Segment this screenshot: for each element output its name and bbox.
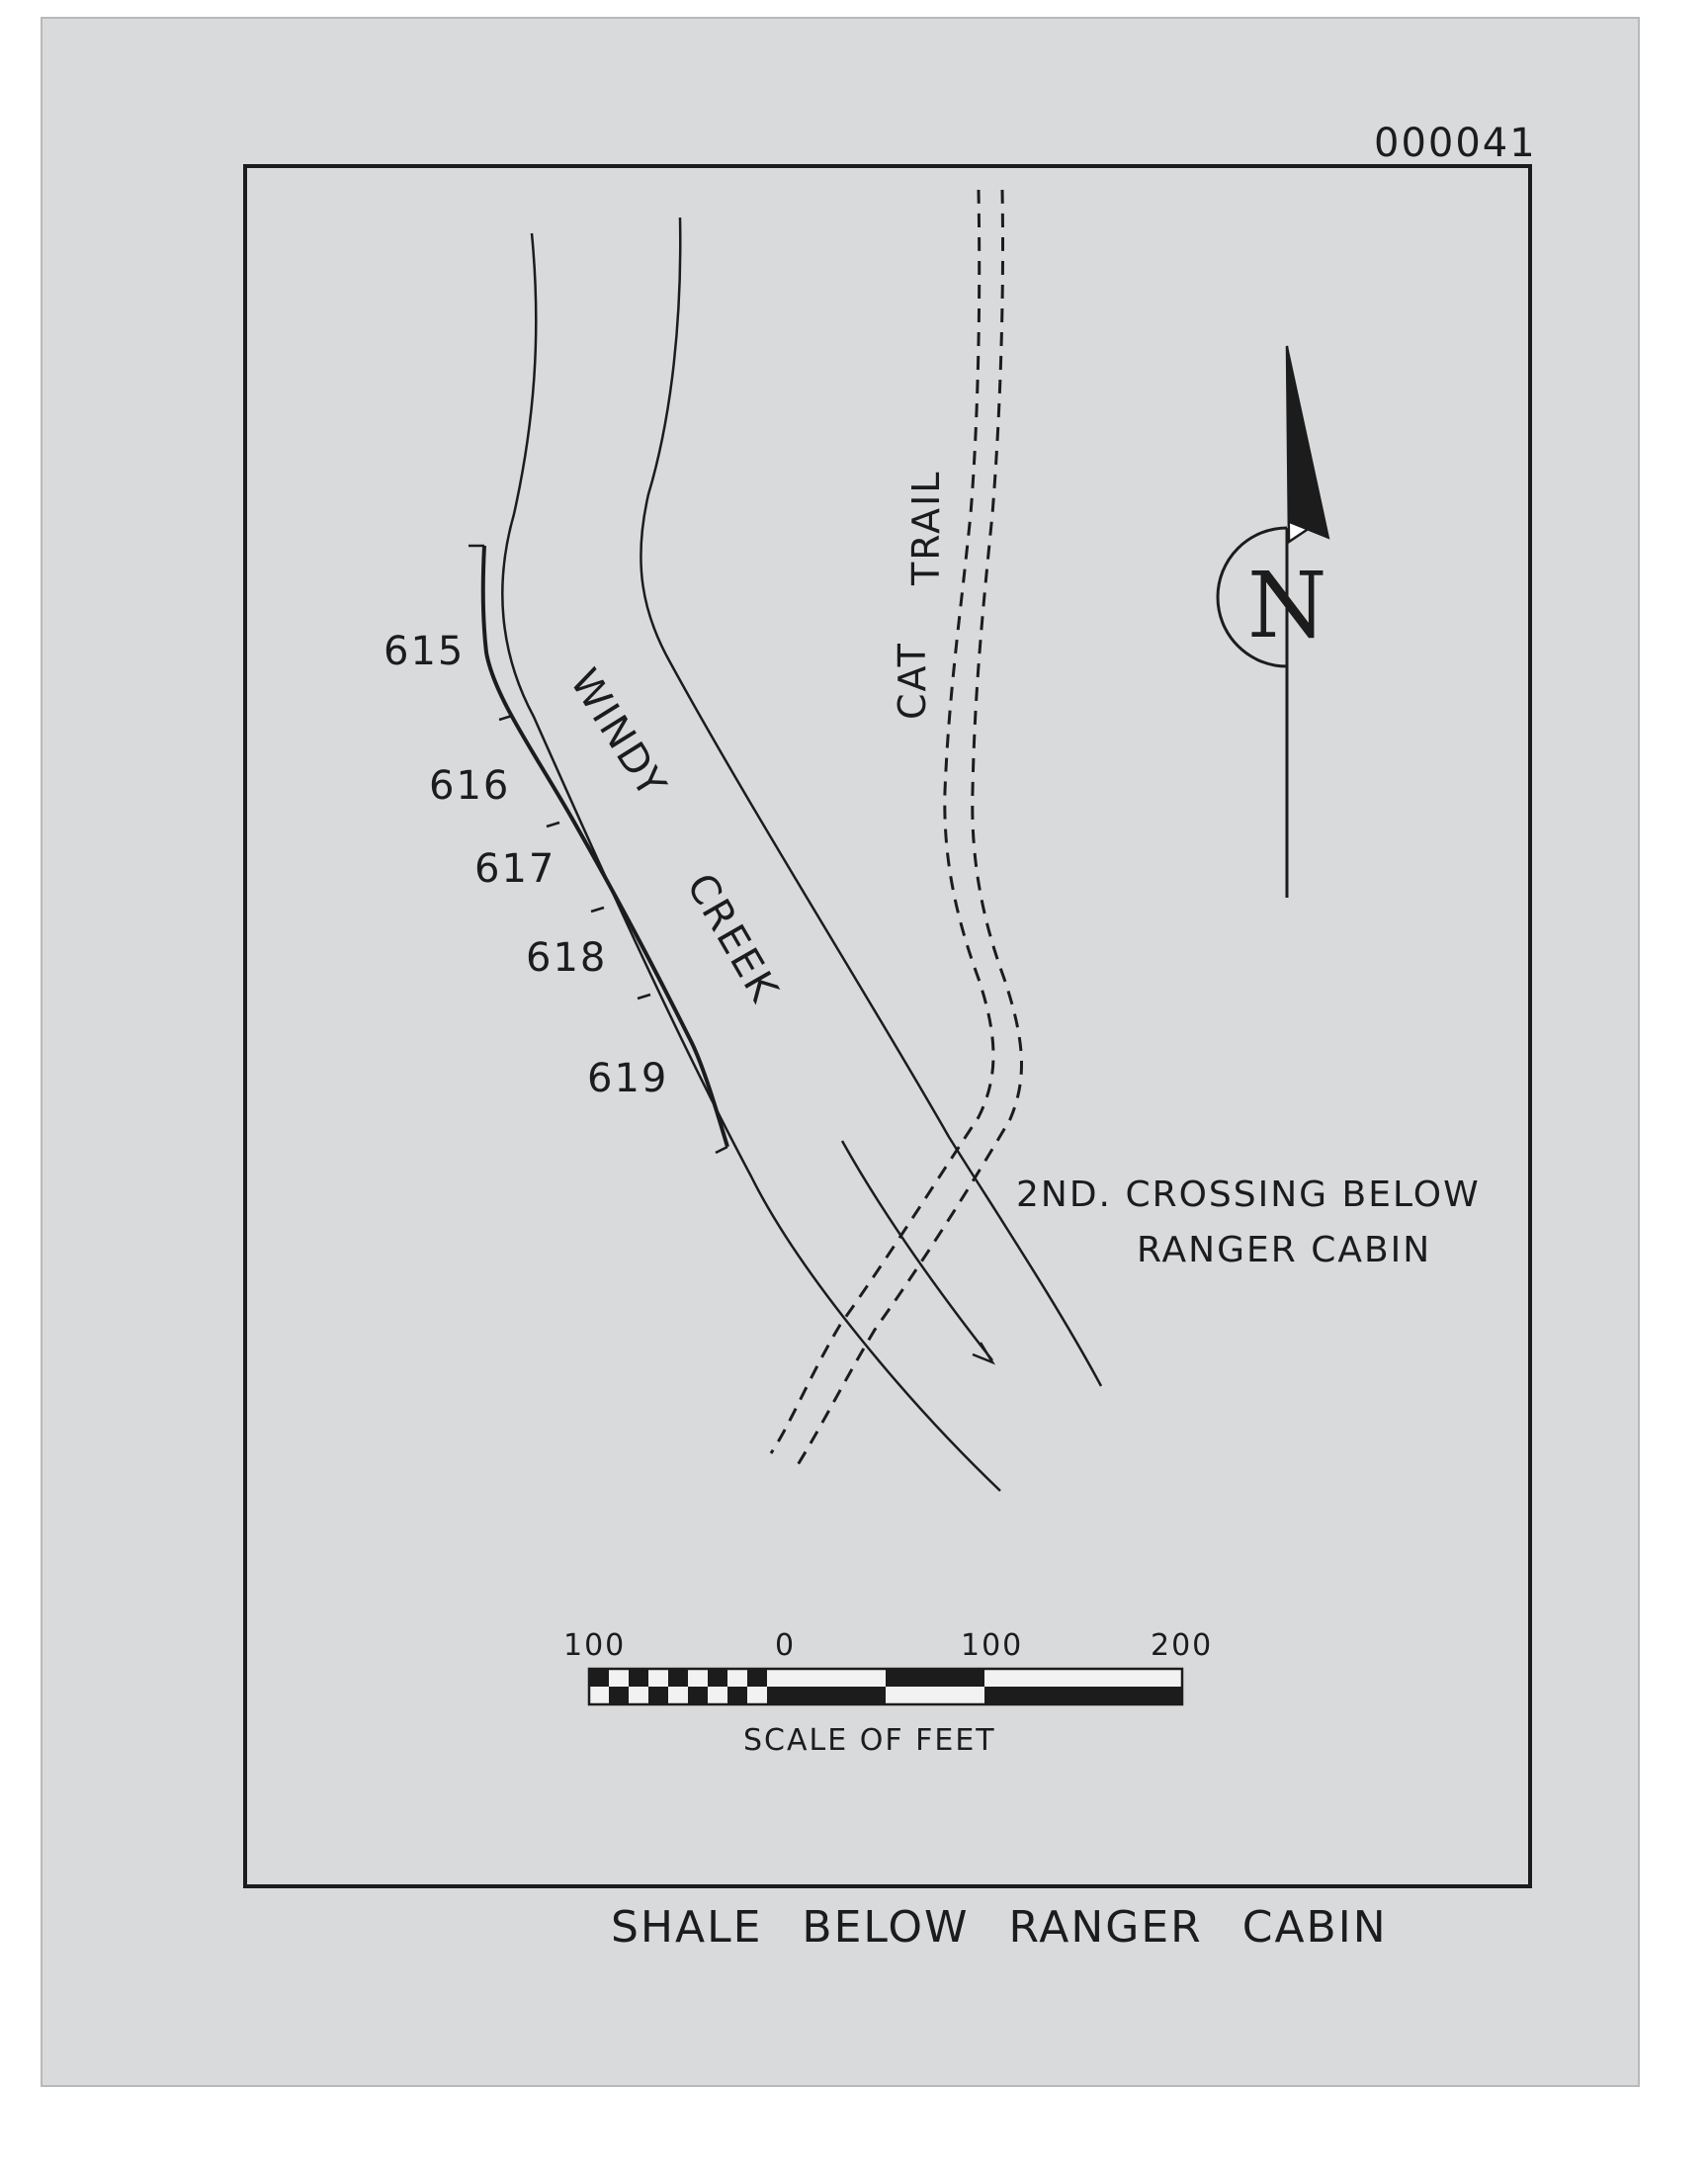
scale-checker-cell [589, 1669, 609, 1687]
station-label-617: 617 [474, 846, 556, 892]
scale-checker-cell [648, 1687, 668, 1704]
scale-tick-label-minus-100: 100 [563, 1628, 627, 1663]
map-caption: SHALE BELOW RANGER CABIN [611, 1902, 1388, 1953]
scale-tick-label-0: 0 [775, 1628, 797, 1663]
crossing-label-line-1: 2ND. CROSSING BELOW [1016, 1174, 1481, 1215]
scale-bar-segment-0-50-bottom [787, 1687, 886, 1704]
scale-checker-cell [727, 1687, 747, 1704]
station-label-615: 615 [384, 629, 466, 674]
north-arrow-letter: N [1247, 553, 1327, 658]
scale-checker-cell [609, 1669, 629, 1687]
crossing-label-line-2: RANGER CABIN [1137, 1230, 1432, 1270]
scale-checker-cell [747, 1687, 767, 1704]
scale-checker-cell [629, 1687, 648, 1704]
scale-bar-segment-50-100-top [886, 1669, 984, 1687]
scale-bar-title: SCALE OF FEET [743, 1723, 996, 1758]
scale-checker-cell [708, 1669, 727, 1687]
scale-tick-label-200: 200 [1151, 1628, 1214, 1663]
scale-checker-cell [727, 1669, 747, 1687]
creek-label-creek: CREEK [677, 866, 788, 1011]
scale-bar-checker-section [589, 1669, 787, 1704]
scale-bar-segment-100-200-bottom [984, 1687, 1182, 1704]
scale-checker-cell [629, 1669, 648, 1687]
scale-bar-segment-0-50-top [787, 1669, 886, 1687]
scale-bar-segment-50-100-bottom [886, 1687, 984, 1704]
scale-checker-cell [668, 1687, 688, 1704]
trail-label-cat: CAT [891, 642, 934, 720]
scale-bar-segment-100-200-top [984, 1669, 1182, 1687]
scale-checker-cell [609, 1687, 629, 1704]
scale-checker-cell [747, 1669, 767, 1687]
scale-checker-cell [688, 1669, 708, 1687]
station-label-618: 618 [526, 935, 608, 981]
station-label-619: 619 [587, 1056, 669, 1101]
station-label-616: 616 [429, 763, 511, 809]
document-number: 000041 [1374, 121, 1537, 166]
scale-tick-label-100: 100 [961, 1628, 1024, 1663]
scale-checker-cell [708, 1687, 727, 1704]
scale-checker-cell [589, 1687, 609, 1704]
creek-label-windy: WINDY [560, 660, 676, 807]
scale-checker-cell [767, 1687, 787, 1704]
paper-background [42, 18, 1639, 2086]
scale-checker-cell [648, 1669, 668, 1687]
trail-label-trail: TRAIL [904, 470, 948, 585]
scale-checker-cell [668, 1669, 688, 1687]
scale-checker-cell [688, 1687, 708, 1704]
scale-checker-cell [767, 1669, 787, 1687]
